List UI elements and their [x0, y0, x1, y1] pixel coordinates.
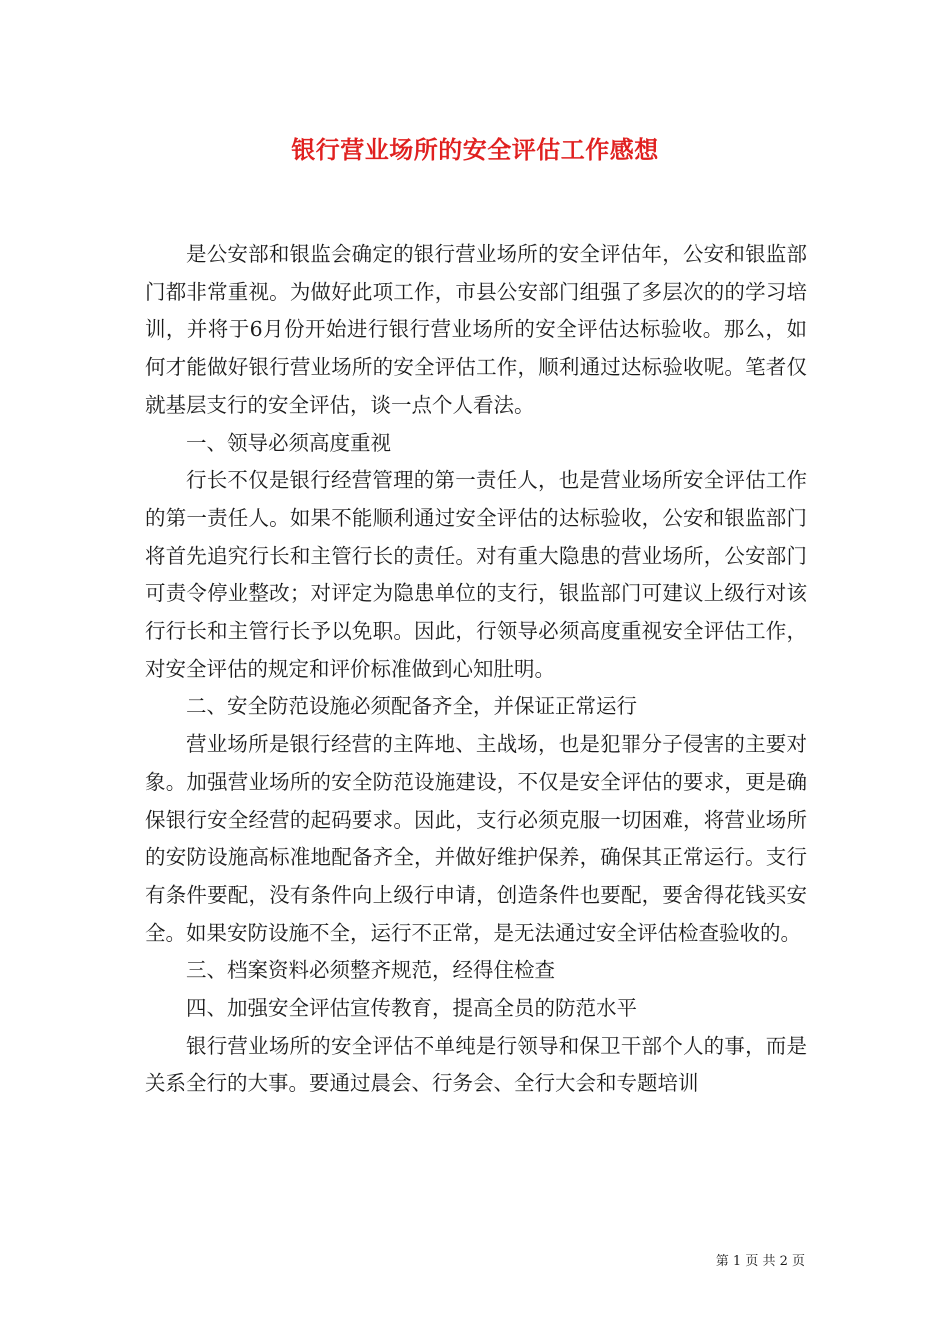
section-heading: 一、领导必须高度重视 — [186, 430, 391, 455]
section-heading: 三、档案资料必须整齐规范，经得住检查 — [186, 958, 555, 983]
page-number: 第 1 页 共 2 页 — [715, 1254, 805, 1269]
paragraph: 营业场所是银行经营的主阵地、主战场，也是犯罪分子侵害的主要对象。加强营业场所的安全防范设施建设，不仅是安全评估的要求，更是确保银行安全经营的起码要求。因此，支行必须克服一切困难，将营业场所的安防设施高标准地配备齐全，并做好维护保养，确保其正常运行。支行有条件要配，没有条件向上级行申请，创造条件也要配，要舍得花钱买安全。如果安防设施不全，运行不正常，是无法通过安全评估检查验收的。 — [145, 732, 807, 945]
paragraph: 银行营业场所的安全评估不单纯是行领导和保卫干部个人的事，而是关系全行的大事。要通过晨会、行务会、全行大会和专题培训 — [145, 1033, 807, 1096]
paragraph: 是公安部和银监会确定的银行营业场所的安全评估年，公安和银监部门都非常重视。为做好此项工作，市县公安部门组强了多层次的的学习培训，并将于6月份开始进行银行营业场所的安全评估达标验收。那么，如何才能做好银行营业场所的安全评估工作，顺利通过达标验收呢。笔者仅就基层支行的安全评估，谈一点个人看法。 — [145, 242, 807, 417]
section-heading: 四、加强安全评估宣传教育，提高全员的防范水平 — [186, 996, 637, 1021]
section-heading: 二、安全防范设施必须配备齐全，并保证正常运行 — [186, 694, 637, 719]
document-body — [145, 236, 807, 1103]
document-title: 银行营业场所的安全评估工作感想 — [291, 135, 659, 164]
paragraph: 行长不仅是银行经营管理的第一责任人，也是营业场所安全评估工作的第一责任人。如果不能顺利通过安全评估的达标验收，公安和银监部门将首先追究行长和主管行长的责任。对有重大隐患的营业场所，公安部门可责令停业整改；对评定为隐患单位的支行，银监部门可建议上级行对该行行长和主管行长予以免职。因此，行领导必须高度重视安全评估工作，对安全评估的规定和评价标准做到心知肚明。 — [145, 468, 807, 681]
